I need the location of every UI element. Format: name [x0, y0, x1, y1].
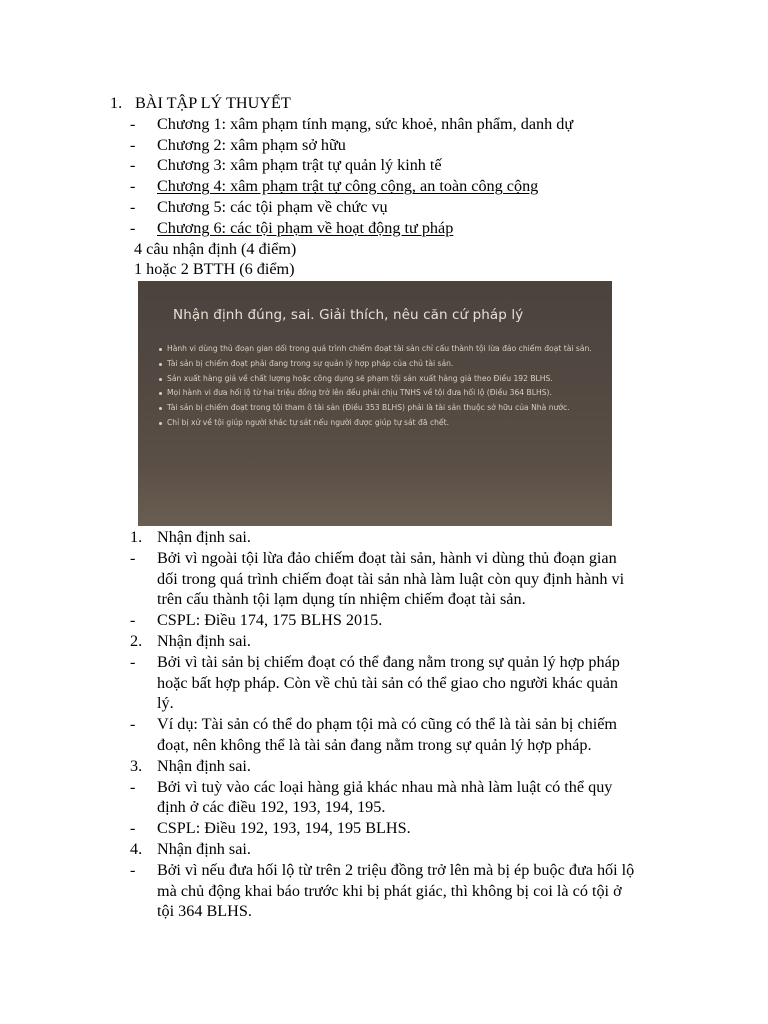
reason-line: hoặc bất hợp pháp. Còn về chủ tài sản có thể giao cho người khác quản — [157, 673, 619, 692]
verdict-text: Nhận định sai. — [157, 631, 251, 650]
exam-format-line — [110, 259, 710, 280]
chapter-item — [110, 135, 710, 156]
cspl-text: CSPL: Điều 174, 175 BLHS 2015. — [157, 611, 383, 630]
chapter-item — [110, 155, 710, 176]
answer-cspl — [110, 610, 710, 631]
bullet-dash: - — [130, 611, 136, 630]
chapter-text-underlined: Chương 4: xâm phạm trật tự công cộng, an toàn công cộng — [157, 177, 539, 196]
reason-line: định ở các điều 192, 193, 194, 195. — [157, 798, 386, 817]
bullet-dash: - — [130, 197, 136, 216]
answer-reason — [110, 548, 710, 569]
reason-line: tội 364 BLHS. — [157, 902, 252, 921]
answer-number: 1. — [130, 528, 143, 546]
answer-example — [110, 714, 710, 735]
slide-statement: Sản xuất hàng giả về chất lượng hoặc công dụng sẽ phạm tội sản xuất hàng giả theo Điều 192 BLHS. — [158, 374, 598, 384]
reason-line: mà chủ động khai báo trước khi bị phát giác, thì không bị coi là có tội ở — [157, 881, 622, 900]
bullet-dash: - — [130, 218, 136, 237]
chapter-text: Chương 3: xâm phạm trật tự quản lý kinh tế — [157, 156, 442, 175]
exam-format-text: 1 hoặc 2 BTTH (6 điểm) — [134, 260, 295, 279]
answer-example-cont — [110, 735, 710, 756]
reason-line: Bởi vì nếu đưa hối lộ từ trên 2 triệu đồng trở lên mà bị ép buộc đưa hối lộ — [157, 860, 635, 879]
chapter-text: Chương 1: xâm phạm tính mạng, sức khoẻ, nhân phẩm, danh dự — [157, 114, 574, 133]
answer-reason-cont — [110, 797, 710, 818]
answer-verdict — [110, 839, 710, 860]
bullet-dash: - — [130, 652, 136, 671]
slide-statement: Tài sản bị chiếm đoạt phải đang trong sự quản lý hợp pháp của chủ tài sản. — [158, 359, 598, 369]
reason-line: Bởi vì ngoài tội lừa đảo chiếm đoạt tài sản, hành vi dùng thủ đoạn gian — [157, 548, 617, 567]
bullet-dash: - — [130, 715, 136, 734]
chapter-item — [110, 114, 710, 135]
answer-reason — [110, 652, 710, 673]
verdict-text: Nhận định sai. — [157, 839, 251, 858]
answer-reason-cont — [110, 901, 710, 922]
slide-title: Nhận định đúng, sai. Giải thích, nêu căn cứ pháp lý — [173, 307, 524, 323]
chapter-item — [110, 218, 710, 239]
theory-section — [110, 93, 710, 280]
answer-reason-cont — [110, 881, 710, 902]
answer-verdict — [110, 756, 710, 777]
exam-format-text: 4 câu nhận định (4 điểm) — [134, 239, 297, 258]
slide-statement: Chỉ bị xử về tội giúp người khác tự sát nếu người được giúp tự sát đã chết. — [158, 418, 598, 428]
chapter-text-underlined: Chương 6: các tội phạm về hoạt động tư pháp — [157, 218, 454, 237]
bullet-dash: - — [130, 819, 136, 838]
answer-verdict — [110, 631, 710, 652]
answer-number: 3. — [130, 756, 143, 775]
example-line: đoạt, nên không thể là tài sản đang nằm trong sự quản lý hợp pháp. — [157, 735, 592, 754]
section-heading — [110, 93, 710, 114]
bullet-dash: - — [130, 548, 136, 567]
bullet-dash: - — [130, 135, 136, 154]
heading-number: 1. — [110, 94, 123, 112]
slide-statement: Tài sản bị chiếm đoạt trong tội tham ô tài sản (Điều 353 BLHS) phải là tài sản thuộc sở hữu của Nhà nước. — [158, 403, 598, 413]
reason-line: Bởi vì tài sản bị chiếm đoạt có thể đang nằm trong sự quản lý hợp pháp — [157, 652, 620, 671]
exam-format-line — [110, 239, 710, 260]
bullet-dash: - — [130, 156, 136, 175]
chapter-item — [110, 197, 710, 218]
example-line: Ví dụ: Tài sản có thể do phạm tội mà có cũng có thể là tài sản bị chiếm — [157, 715, 618, 734]
bullet-dash: - — [130, 177, 136, 196]
slide-photo — [138, 281, 612, 526]
bullet-dash: - — [130, 860, 136, 879]
slide-statement-list — [158, 344, 598, 433]
answer-reason-cont — [110, 693, 710, 714]
chapter-item — [110, 176, 710, 197]
reason-line: trên cấu thành tội lạm dụng tín nhiệm chiếm đoạt tài sản. — [157, 590, 526, 609]
answer-number: 4. — [130, 839, 143, 858]
answer-reason — [110, 860, 710, 881]
chapter-text: Chương 2: xâm phạm sở hữu — [157, 135, 346, 154]
heading-title: BÀI TẬP LÝ THUYẾT — [135, 94, 291, 112]
answer-verdict — [110, 527, 710, 548]
answer-reason-cont — [110, 673, 710, 694]
answer-cspl — [110, 818, 710, 839]
reason-line: dối trong quá trình chiếm đoạt tài sản nhà làm luật còn quy định hành vi — [157, 569, 625, 588]
cspl-text: CSPL: Điều 192, 193, 194, 195 BLHS. — [157, 819, 411, 838]
chapter-text: Chương 5: các tội phạm về chức vụ — [157, 197, 388, 216]
answers-section — [110, 527, 710, 922]
verdict-text: Nhận định sai. — [157, 528, 251, 546]
bullet-dash: - — [130, 777, 136, 796]
slide-statement: Mọi hành vi đưa hối lộ từ hai triệu đồng trở lên đều phải chịu TNHS về tội đưa hối lộ (Điều 364 BLHS). — [158, 388, 598, 398]
answer-reason-cont — [110, 589, 710, 610]
answer-reason-cont — [110, 569, 710, 590]
verdict-text: Nhận định sai. — [157, 756, 251, 775]
bullet-dash: - — [130, 114, 136, 133]
answer-number: 2. — [130, 631, 143, 650]
reason-line: Bởi vì tuỳ vào các loại hàng giả khác nhau mà nhà làm luật có thể quy — [157, 777, 613, 796]
answer-reason — [110, 777, 710, 798]
reason-line: lý. — [157, 694, 174, 713]
slide-statement: Hành vi dùng thủ đoạn gian dối trong quá trình chiếm đoạt tài sản chỉ cấu thành tội lừa đảo chiếm đoạt tài sản. — [158, 344, 598, 354]
